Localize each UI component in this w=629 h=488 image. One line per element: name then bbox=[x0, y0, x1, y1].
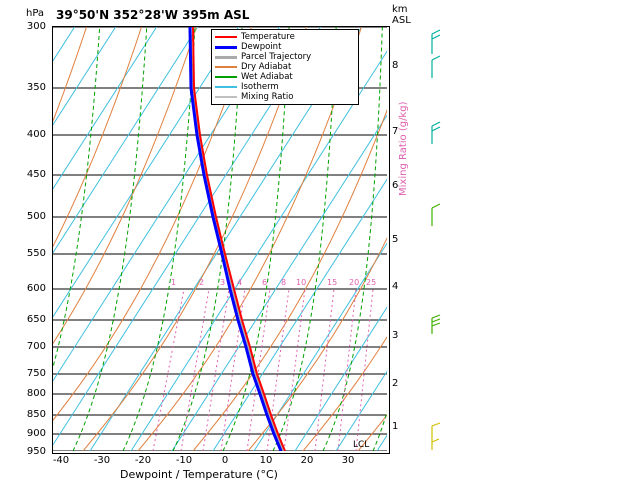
x-axis-title: Dewpoint / Temperature (°C) bbox=[120, 468, 278, 481]
legend-item-dewpoint bbox=[215, 42, 355, 52]
kmtick-2: 2 bbox=[392, 378, 399, 389]
legend-swatch-isotherm bbox=[215, 86, 237, 88]
pressure-axis-label: hPa bbox=[26, 8, 45, 19]
legend bbox=[211, 29, 359, 105]
xtick-30: 30 bbox=[341, 455, 355, 466]
legend-label-temperature: Temperature bbox=[241, 32, 295, 42]
legend-label-mixing-ratio: Mixing Ratio bbox=[241, 92, 294, 102]
legend-item-dry-adiabat bbox=[215, 62, 355, 72]
ytick-750: 750 bbox=[26, 368, 46, 379]
ytick-650: 650 bbox=[26, 314, 46, 325]
xtick-10: 10 bbox=[259, 455, 273, 466]
ytick-550: 550 bbox=[26, 248, 46, 259]
mixing-ratio-axis-title: Mixing Ratio (g/kg) bbox=[398, 101, 409, 196]
svg-text:6: 6 bbox=[262, 278, 268, 287]
kmtick-6: 6 bbox=[392, 180, 399, 191]
svg-text:3: 3 bbox=[220, 278, 226, 287]
legend-swatch-mixing-ratio bbox=[215, 96, 237, 98]
ytick-900: 900 bbox=[26, 428, 46, 439]
svg-text:1: 1 bbox=[171, 278, 177, 287]
ytick-600: 600 bbox=[26, 283, 46, 294]
legend-swatch-temperature bbox=[215, 36, 237, 38]
ytick-850: 850 bbox=[26, 409, 46, 420]
legend-item-isotherm bbox=[215, 82, 355, 92]
legend-swatch-wet-adiabat bbox=[215, 76, 237, 78]
ytick-950: 950 bbox=[26, 446, 46, 457]
right-panel bbox=[420, 0, 629, 486]
kmtick-5: 5 bbox=[392, 234, 399, 245]
lcl-label: LCL bbox=[353, 440, 370, 450]
ytick-500: 500 bbox=[26, 211, 46, 222]
height-axis-label bbox=[392, 4, 411, 26]
svg-text:4: 4 bbox=[237, 278, 243, 287]
legend-label-dry-adiabat: Dry Adiabat bbox=[241, 62, 292, 72]
xtick--40: -40 bbox=[52, 455, 70, 466]
legend-swatch-parcel bbox=[215, 56, 237, 59]
mixing-ratio-value-labels bbox=[171, 278, 376, 287]
kmtick-1: 1 bbox=[392, 421, 399, 432]
ytick-450: 450 bbox=[26, 169, 46, 180]
legend-item-mixing-ratio bbox=[215, 92, 355, 102]
legend-label-isotherm: Isotherm bbox=[241, 82, 279, 92]
legend-label-wet-adiabat: Wet Adiabat bbox=[241, 72, 293, 82]
xtick-20: 20 bbox=[300, 455, 314, 466]
ytick-800: 800 bbox=[26, 388, 46, 399]
ytick-300: 300 bbox=[26, 21, 46, 32]
svg-text:8: 8 bbox=[281, 278, 287, 287]
legend-swatch-dewpoint bbox=[215, 46, 237, 49]
ytick-400: 400 bbox=[26, 129, 46, 140]
svg-text:20: 20 bbox=[349, 278, 360, 287]
xtick--20: -20 bbox=[134, 455, 152, 466]
xtick-0: 0 bbox=[221, 455, 229, 466]
xtick--10: -10 bbox=[175, 455, 193, 466]
xtick--30: -30 bbox=[93, 455, 111, 466]
ytick-350: 350 bbox=[26, 82, 46, 93]
ytick-700: 700 bbox=[26, 341, 46, 352]
svg-text:25: 25 bbox=[366, 278, 377, 287]
km-label: km bbox=[392, 4, 408, 15]
kmtick-3: 3 bbox=[392, 330, 399, 341]
legend-item-wet-adiabat bbox=[215, 72, 355, 82]
svg-text:10: 10 bbox=[296, 278, 307, 287]
legend-label-parcel: Parcel Trajectory bbox=[241, 52, 312, 62]
kmtick-4: 4 bbox=[392, 281, 399, 292]
legend-item-temperature bbox=[215, 32, 355, 42]
legend-swatch-dry-adiabat bbox=[215, 66, 237, 68]
svg-text:15: 15 bbox=[327, 278, 338, 287]
legend-label-dewpoint: Dewpoint bbox=[241, 42, 282, 52]
kmtick-8: 8 bbox=[392, 60, 399, 71]
asl-label: ASL bbox=[392, 15, 411, 26]
station-title: 39°50'N 352°28'W 395m ASL bbox=[56, 8, 250, 22]
skewt-plot bbox=[52, 26, 390, 454]
kmtick-7: 7 bbox=[392, 126, 399, 137]
legend-item-parcel bbox=[215, 52, 355, 62]
svg-text:2: 2 bbox=[199, 278, 205, 287]
